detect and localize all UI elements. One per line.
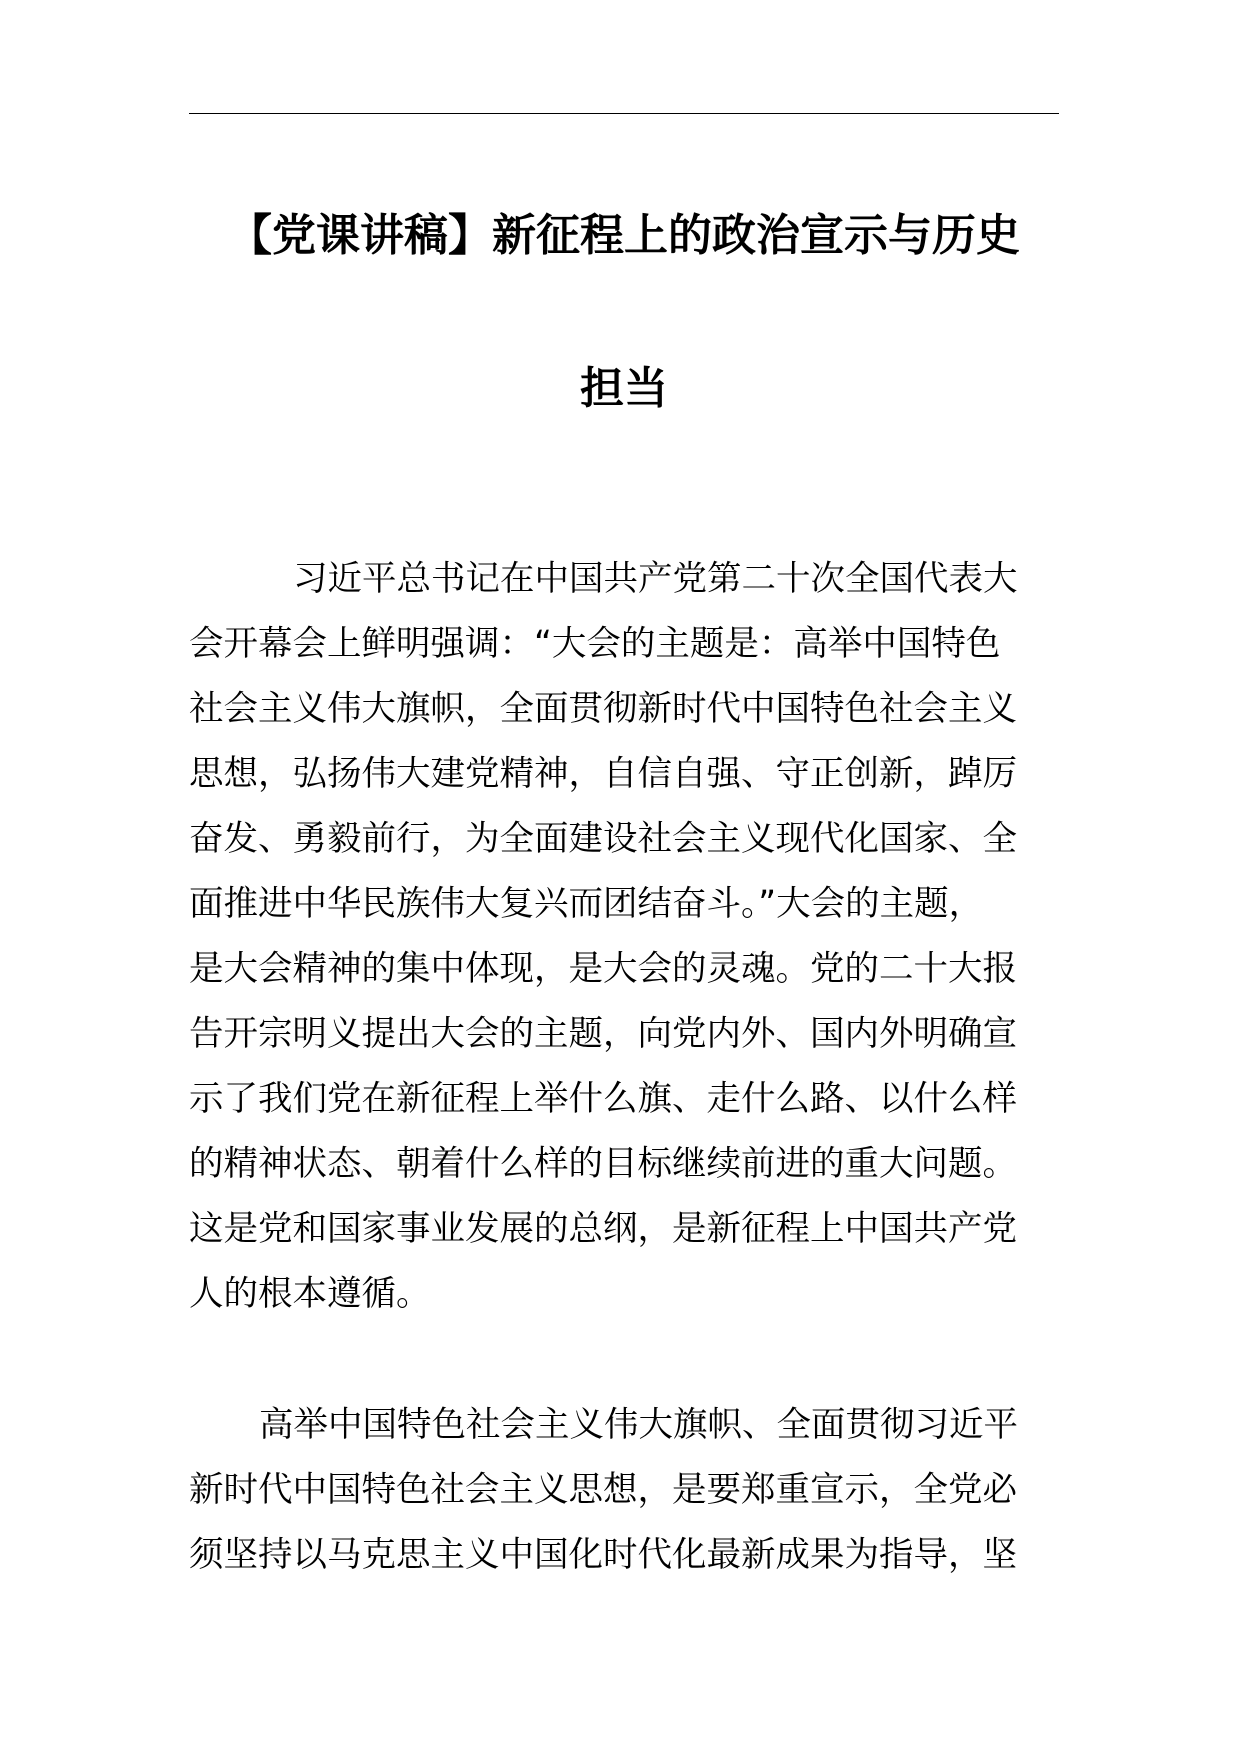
paragraph-line: 人的根本遵循。 — [189, 1274, 431, 1314]
paragraph-line: 须坚持以马克思主义中国化时代化最新成果为指导，坚 — [189, 1535, 1017, 1575]
paragraph-line: 面推进中华民族伟大复兴而团结奋斗。”大会的主题， — [189, 884, 984, 924]
paragraph-line: 示了我们党在新征程上举什么旗、走什么路、以什么样 — [189, 1079, 1017, 1119]
document-title-line-1: 【党课讲稿】新征程上的政治宣示与历史 — [228, 210, 1020, 261]
paragraph-line: 这是党和国家事业发展的总纲，是新征程上中国共产党 — [189, 1209, 1017, 1249]
paragraph-line: 的精神状态、朝着什么样的目标继续前进的重大问题。 — [189, 1144, 1017, 1184]
paragraph-line: 会开幕会上鲜明强调：“大会的主题是：高举中国特色 — [189, 624, 1001, 664]
paragraph-line: 是大会精神的集中体现，是大会的灵魂。党的二十大报 — [189, 949, 1017, 989]
paragraph-line: 告开宗明义提出大会的主题，向党内外、国内外明确宣 — [189, 1014, 1017, 1054]
paragraph-line: 社会主义伟大旗帜，全面贯彻新时代中国特色社会主义 — [189, 689, 1017, 729]
paragraph-line: 新时代中国特色社会主义思想，是要郑重宣示，全党必 — [189, 1470, 1017, 1510]
paragraph-1 — [189, 547, 1059, 1327]
paragraph-line: 习近平总书记在中国共产党第二十次全国代表大 — [293, 559, 1018, 599]
paragraph-2 — [189, 1393, 1059, 1588]
header-rule — [189, 113, 1059, 114]
paragraph-line: 奋发、勇毅前行，为全面建设社会主义现代化国家、全 — [189, 819, 1017, 859]
paragraph-line: 高举中国特色社会主义伟大旗帜、全面贯彻习近平 — [259, 1405, 1018, 1445]
paragraph-line: 思想，弘扬伟大建党精神，自信自强、守正创新，踔厉 — [189, 754, 1017, 794]
document-title-line-2: 担当 — [580, 363, 668, 414]
